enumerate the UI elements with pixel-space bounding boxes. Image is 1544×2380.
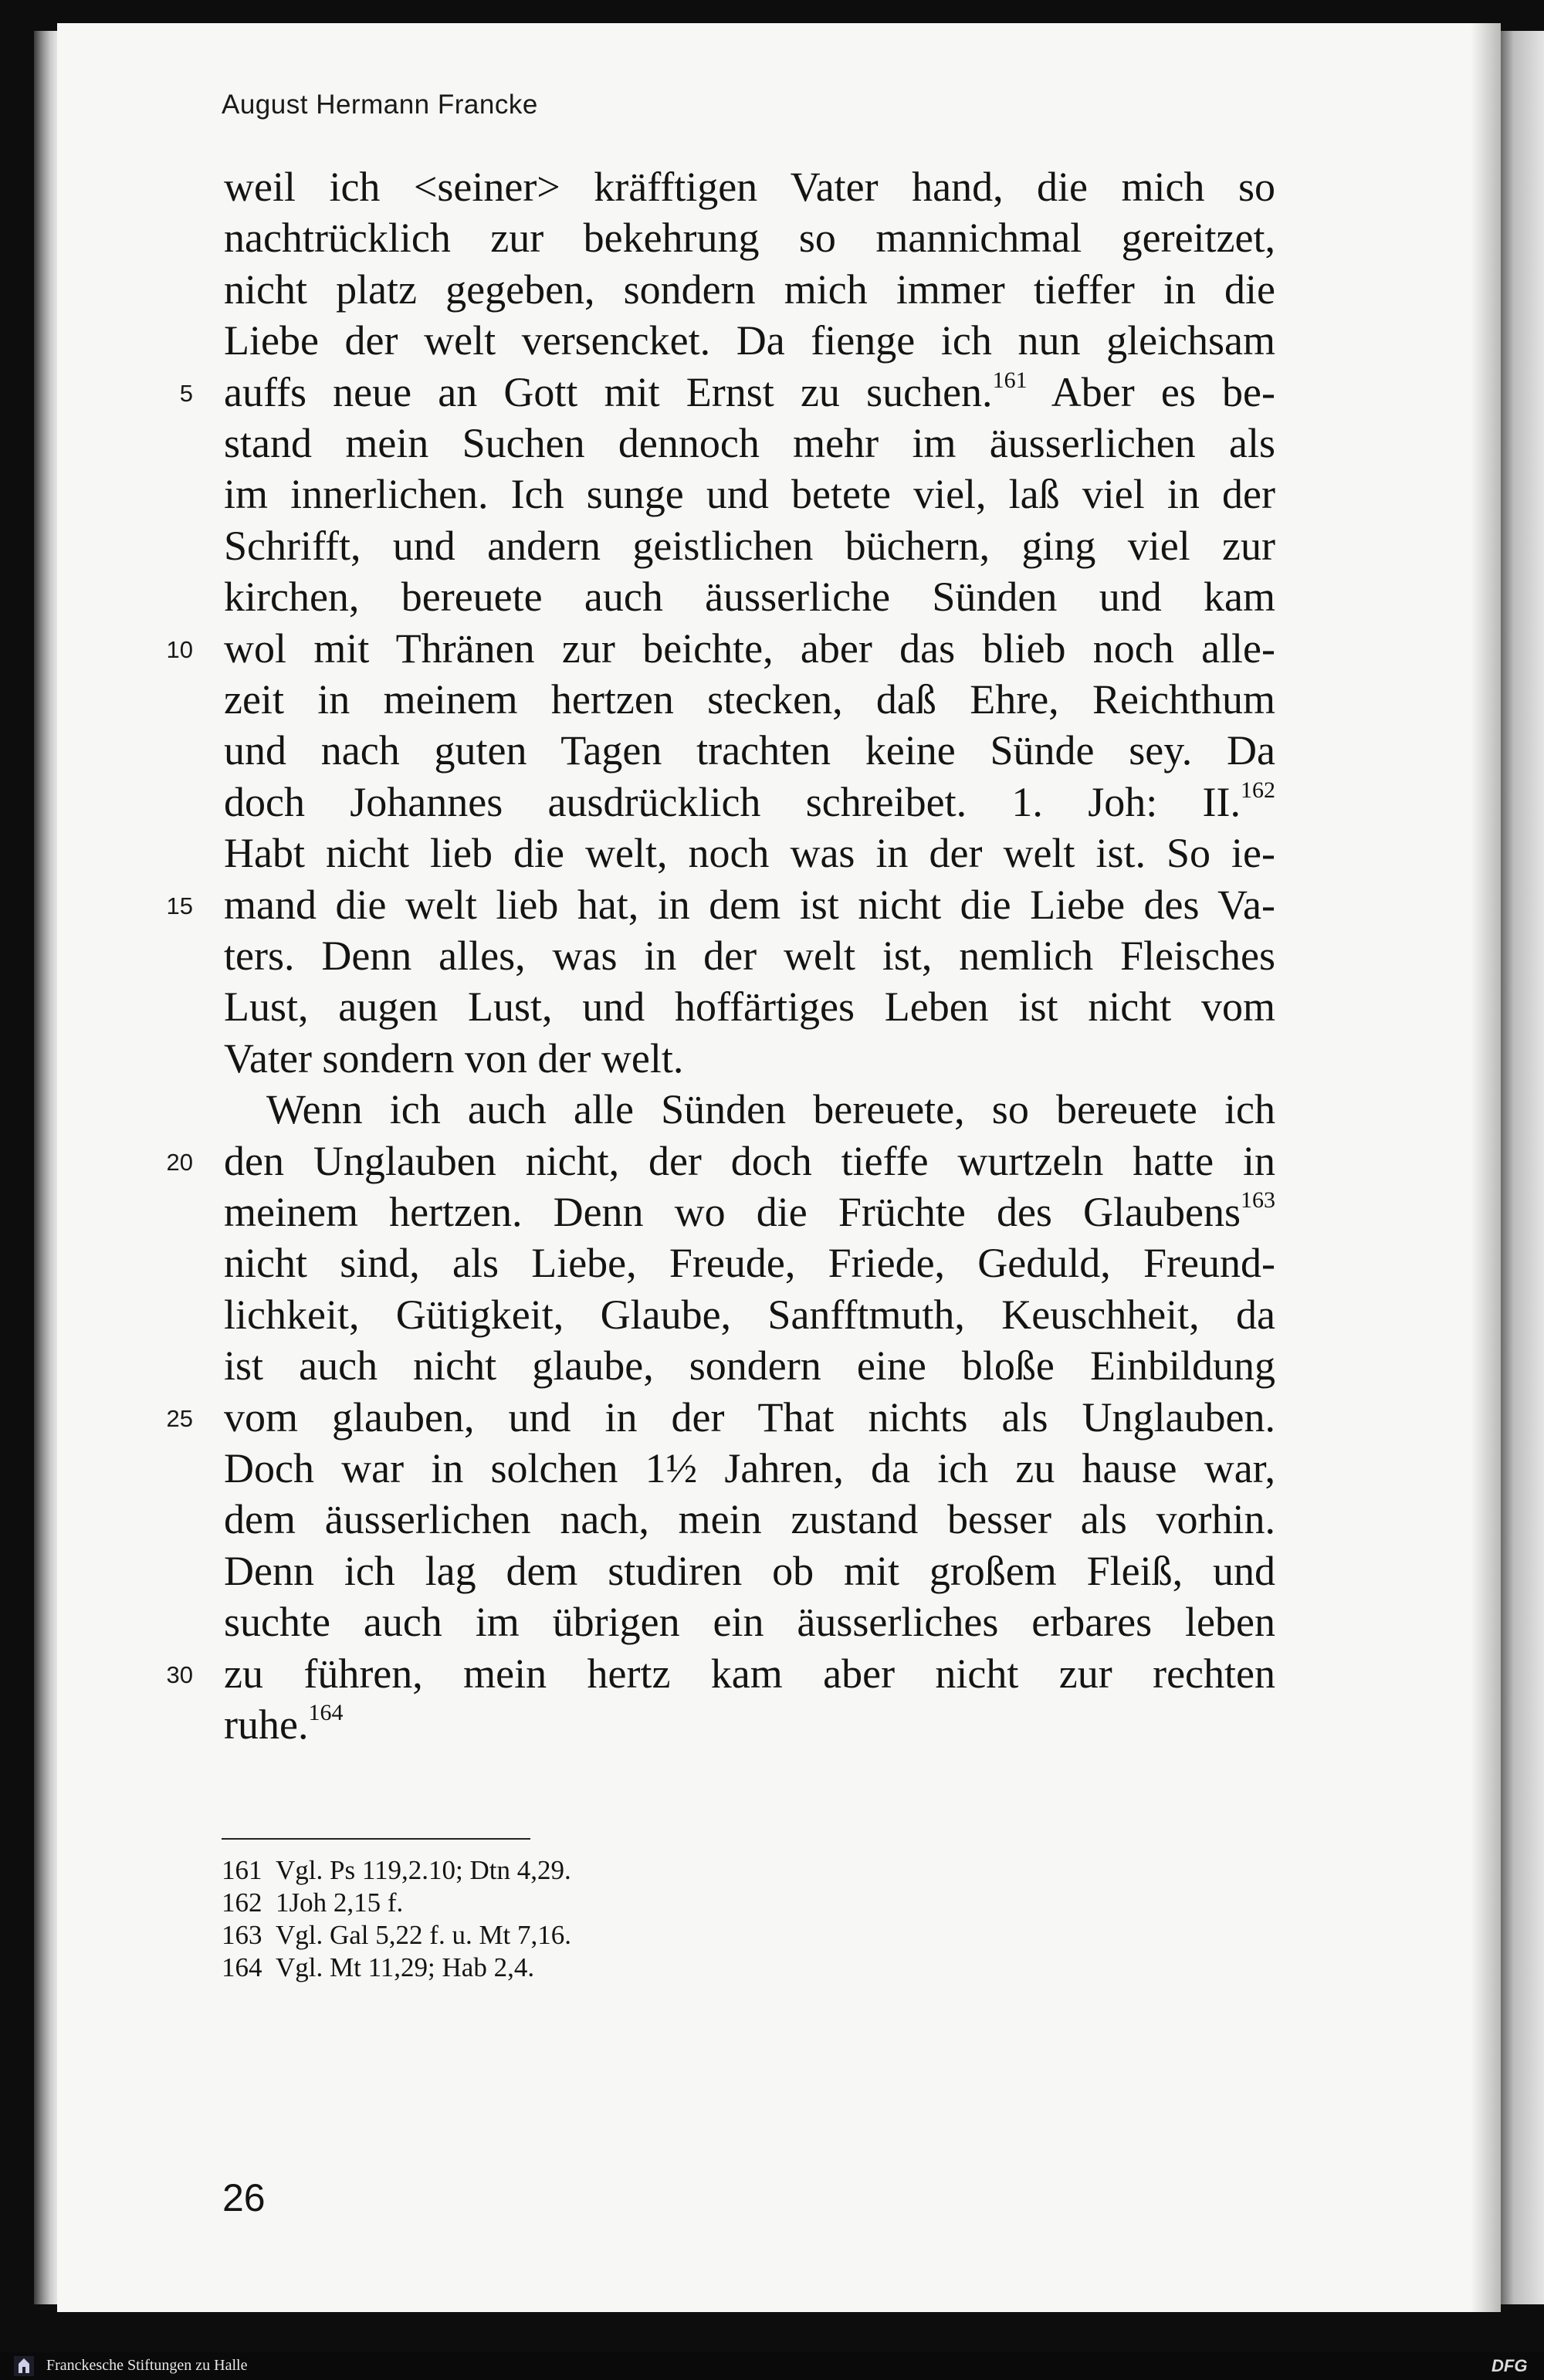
body-line-text: im innerlichen. Ich sunge und betete viel, laß viel in der <box>224 471 1275 518</box>
page-edge-left <box>34 31 57 2304</box>
body-line-text: weil ich <seiner> kräfftigen Vater hand, die mich so <box>224 164 1275 210</box>
body-line <box>224 572 1275 621</box>
body-line-text: stand mein Suchen dennoch mehr im äusserlichen als <box>224 420 1275 466</box>
line-number: 10 <box>166 635 193 663</box>
body-line-text: wol mit Thränen zur beichte, aber das blieb noch alle- <box>224 625 1275 672</box>
footnote-rule <box>222 1838 530 1840</box>
line-number: 20 <box>166 1148 193 1176</box>
body-line-text: ters. Denn alles, was in der welt ist, nemlich Fleisches <box>224 933 1275 979</box>
body-line-text: Habt nicht lieb die welt, noch was in der welt ist. So ie- <box>224 830 1275 877</box>
page-number: 26 <box>222 2176 266 2219</box>
footnote-text: Vgl. Ps 119,2.10; Dtn 4,29. <box>276 1855 571 1885</box>
dfg-logo: DFG <box>1492 2356 1528 2375</box>
body-line <box>224 1290 1275 1339</box>
page-gutter-shadow <box>1471 23 1501 2312</box>
body-line <box>224 624 1275 673</box>
body-line <box>224 316 1275 365</box>
body-line <box>224 675 1275 724</box>
body-line-text: nicht sind, als Liebe, Freude, Friede, Geduld, Freund- <box>224 1240 1275 1287</box>
body-line <box>224 162 1275 212</box>
body-line-text: auffs neue an Gott mit Ernst zu suchen. <box>224 368 993 415</box>
body-line <box>224 1597 1275 1647</box>
body-line-text: doch Johannes ausdrücklich schreibet. 1. Joh: II. <box>224 778 1241 825</box>
line-number: 30 <box>166 1661 193 1688</box>
body-line <box>224 265 1275 314</box>
next-page-edge <box>1501 31 1544 2304</box>
body-line-text: kirchen, bereuete auch äusserliche Sünden und kam <box>224 574 1275 621</box>
footnote <box>222 1887 403 1918</box>
body-line-text: suchte auch im übrigen ein äusserliches erbares leben <box>224 1599 1275 1646</box>
footnote <box>222 1952 534 1983</box>
line-number: 15 <box>166 892 193 919</box>
body-line-text: zu führen, mein hertz kam aber nicht zur rechten <box>224 1650 1275 1697</box>
line-number: 5 <box>179 379 193 407</box>
body-line <box>224 1238 1275 1288</box>
footnote-reference: 164 <box>308 1700 344 1725</box>
body-line-text: Doch war in solchen 1½ Jahren, da ich zu hause war, <box>224 1445 1275 1491</box>
body-line-text: mand die welt lieb hat, in dem ist nicht die Liebe des Va- <box>224 881 1275 928</box>
line-number: 25 <box>166 1404 193 1432</box>
body-line-text: ist auch nicht glaube, sondern eine bloße Einbildung <box>224 1342 1275 1390</box>
footnote-number: 162 <box>222 1887 262 1918</box>
body-line <box>224 726 1275 775</box>
body-line <box>224 1495 1275 1544</box>
body-line <box>224 418 1275 468</box>
footnote-reference: 163 <box>1241 1187 1275 1213</box>
body-line <box>224 1546 1275 1596</box>
body-line-text: Denn ich lag dem studiren ob mit großem Fleiß, und <box>224 1547 1275 1594</box>
footnote-number: 161 <box>222 1855 262 1885</box>
body-line <box>224 469 1275 519</box>
body-line-text: zeit in meinem hertzen stecken, daß Ehre, Reichthum <box>224 676 1275 723</box>
body-line <box>224 777 1275 827</box>
footnote-reference: 161 <box>992 367 1028 393</box>
body-line <box>224 982 1275 1031</box>
body-line <box>224 1136 1275 1186</box>
body-line-text: meinem hertzen. Denn wo die Früchte des Glaubens <box>224 1189 1241 1235</box>
body-line <box>224 931 1275 980</box>
body-line <box>224 521 1275 570</box>
body-line <box>224 1341 1275 1390</box>
archive-logo-icon <box>14 2356 34 2376</box>
body-line-text: lichkeit, Gütigkeit, Glaube, Sanfftmuth, Keuschheit, da <box>224 1291 1275 1338</box>
footnote-text: 1Joh 2,15 f. <box>276 1887 404 1918</box>
footnote-text: Vgl. Gal 5,22 f. u. Mt 7,16. <box>276 1920 572 1950</box>
body-line-text: nicht platz gegeben, sondern mich immer tieffer in die <box>224 266 1275 313</box>
body-line-text: vom glauben, und in der That nichts als Unglauben. <box>224 1393 1275 1441</box>
footnote <box>222 1920 571 1951</box>
body-line <box>224 1700 1275 1749</box>
body-line <box>224 1393 1275 1442</box>
body-line-text: ruhe. <box>224 1701 309 1748</box>
body-line <box>224 1034 1275 1083</box>
footnote <box>222 1855 571 1886</box>
body-line-text: und nach guten Tagen trachten keine Sünde sey. Da <box>224 727 1275 774</box>
body-line-text: den Unglauben nicht, der doch tieffe wurtzeln hatte in <box>224 1137 1275 1184</box>
body-line <box>266 1085 1275 1134</box>
body-line <box>224 1444 1275 1493</box>
footnote-number: 163 <box>222 1920 262 1950</box>
body-line-text: nachtrücklich zur bekehrung so mannichmal gereitzet, <box>224 215 1275 262</box>
body-line <box>224 213 1275 262</box>
running-head: August Hermann Francke <box>222 90 538 120</box>
body-line-text: Vater sondern von der welt. <box>224 1034 684 1082</box>
body-line-text: Wenn ich auch alle Sünden bereuete, so bereuete ich <box>266 1086 1275 1133</box>
body-line <box>224 1187 1275 1237</box>
body-line <box>224 1649 1275 1698</box>
footnote-reference: 162 <box>1241 777 1275 803</box>
body-line <box>224 367 1275 417</box>
body-line-text: Aber es be- <box>1027 368 1276 415</box>
body-line <box>224 828 1275 878</box>
footnote-number: 164 <box>222 1952 262 1982</box>
body-line-text: Lust, augen Lust, und hoffärtiges Leben ist nicht vom <box>224 983 1275 1031</box>
footnote-text: Vgl. Mt 11,29; Hab 2,4. <box>276 1952 535 1982</box>
archive-credit: Franckesche Stiftungen zu Halle <box>46 2357 248 2374</box>
body-line-text: dem äusserlichen nach, mein zustand besser als vorhin. <box>224 1496 1275 1543</box>
body-line <box>224 880 1275 929</box>
body-line-text: Liebe der welt versencket. Da fienge ich nun gleichsam <box>224 317 1275 364</box>
body-line-text: Schrifft, und andern geistlichen büchern, ging viel zur <box>224 522 1275 569</box>
